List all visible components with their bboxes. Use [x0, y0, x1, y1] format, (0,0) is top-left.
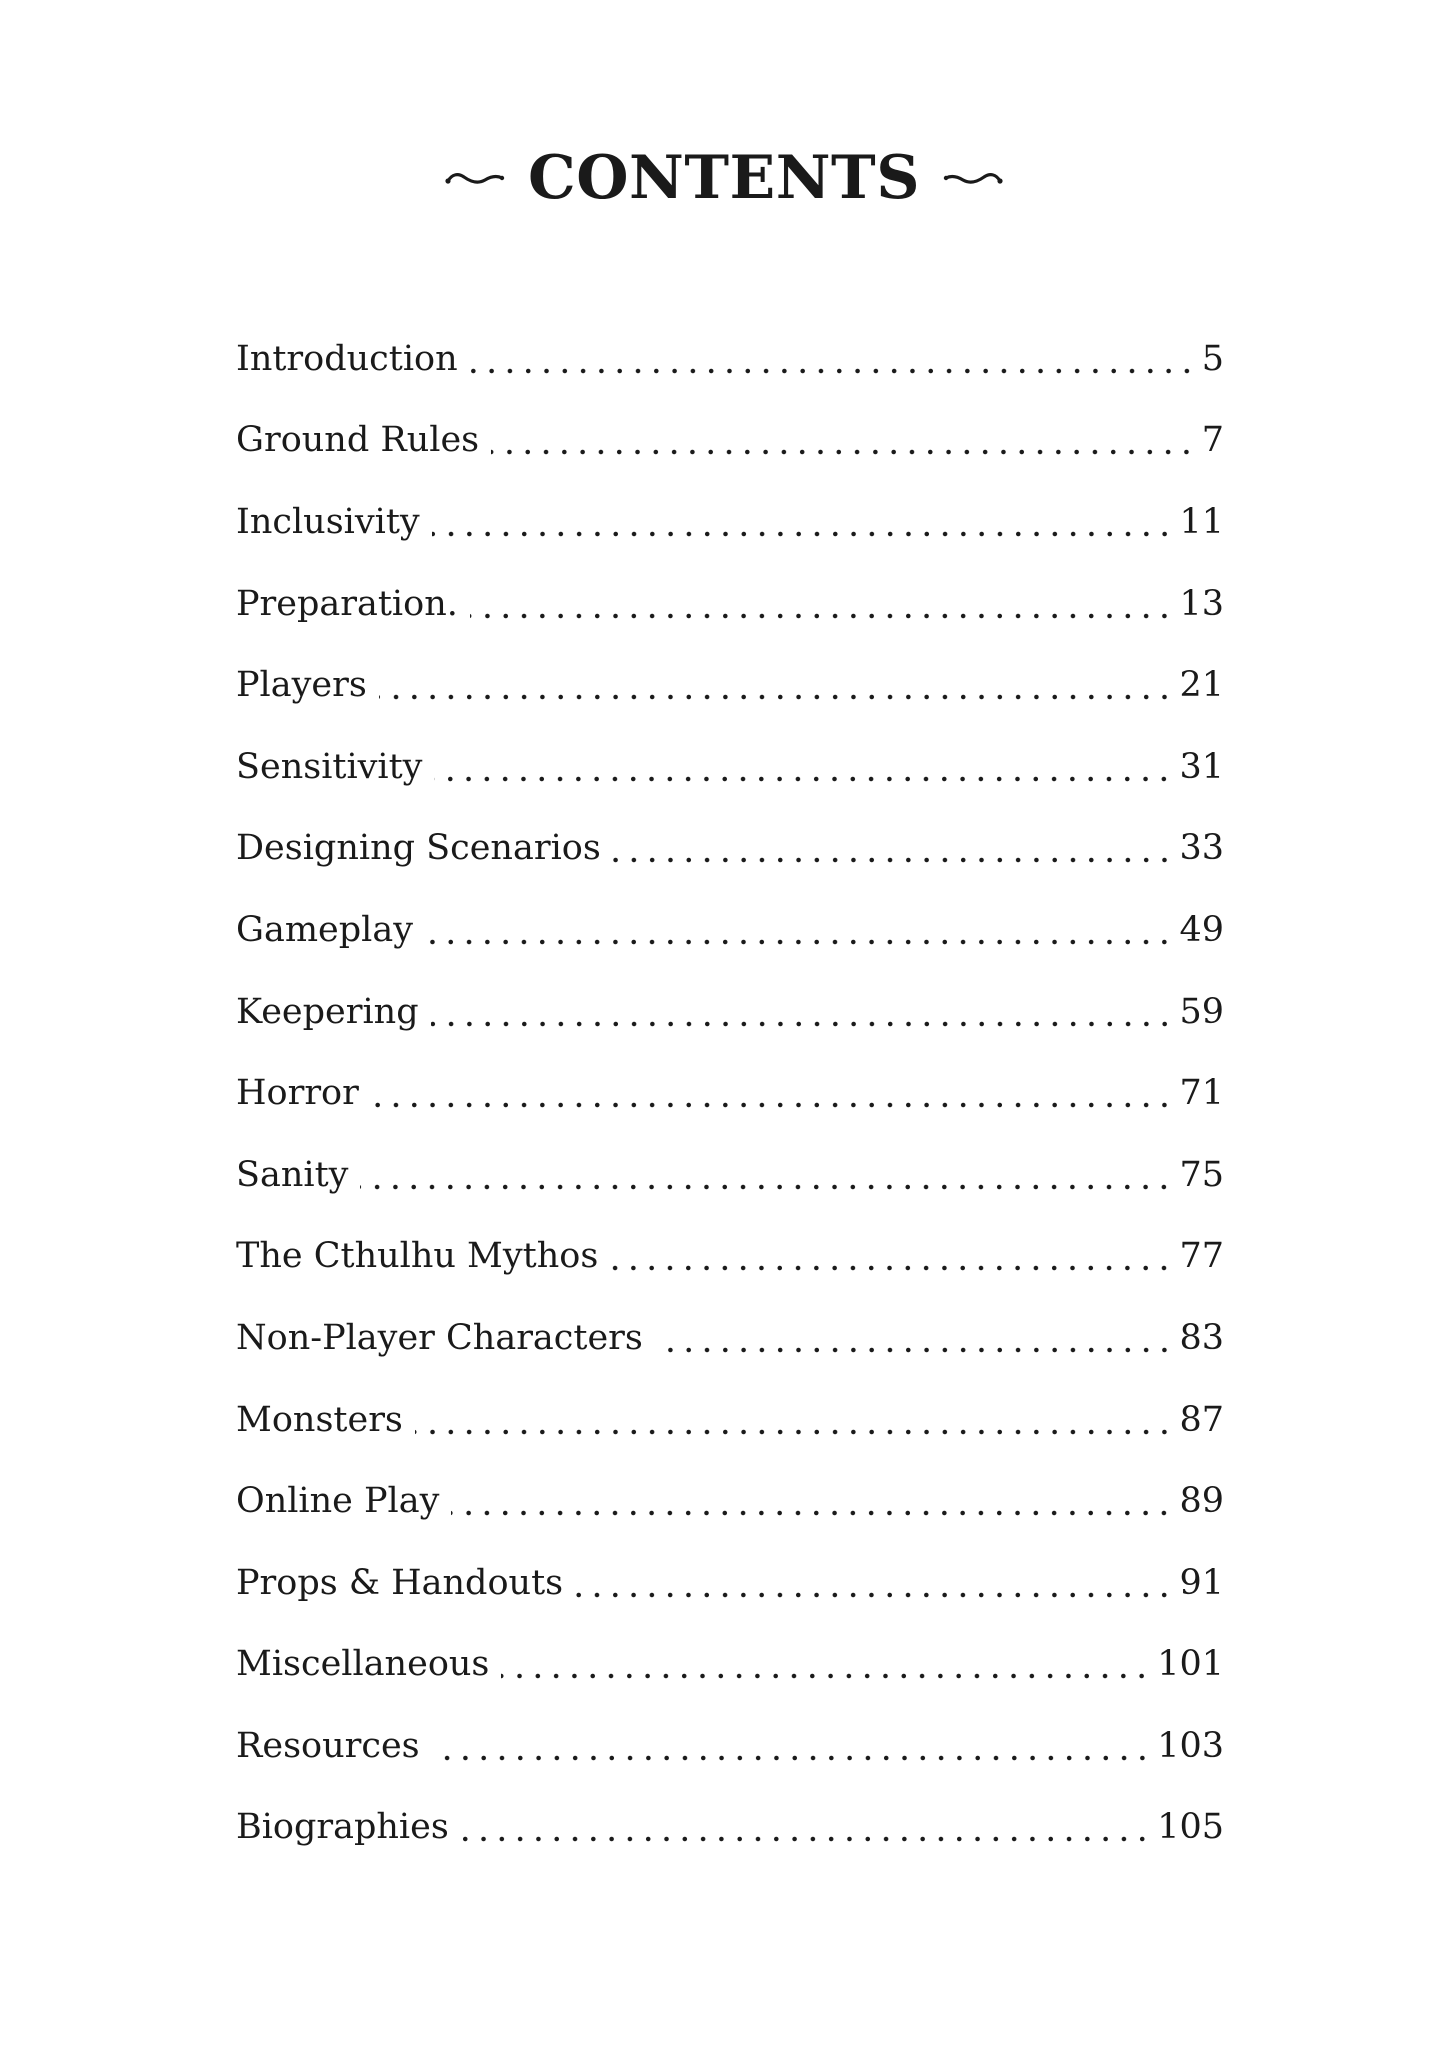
title-row	[0, 138, 1448, 218]
toc-entry-label: Preparation.	[236, 583, 458, 624]
dot-leader	[360, 1183, 1173, 1191]
page-title: CONTENTS	[527, 143, 921, 213]
toc-entry-label: Sensitivity	[236, 746, 423, 787]
toc-entry-keepering[interactable]	[236, 971, 1224, 1053]
toc-entry-inclusivity[interactable]	[236, 481, 1224, 563]
dot-leader	[431, 1020, 1174, 1028]
toc-entry-resources[interactable]	[236, 1705, 1224, 1787]
toc-entry-page: 91	[1179, 1562, 1224, 1603]
dot-leader	[575, 1591, 1173, 1599]
toc-entry-ground-rules[interactable]	[236, 400, 1224, 482]
toc-entry-the-cthulhu-mythos[interactable]	[236, 1216, 1224, 1298]
dot-leader	[425, 938, 1173, 946]
dot-leader	[434, 775, 1173, 783]
dot-leader	[432, 1754, 1152, 1762]
toc-entry-page: 21	[1179, 665, 1224, 706]
toc-entry-label: Miscellaneous	[236, 1644, 490, 1685]
dot-leader	[613, 856, 1174, 864]
toc-entry-page: 105	[1157, 1807, 1224, 1848]
toc-entry-designing-scenarios[interactable]	[236, 808, 1224, 890]
toc-entry-label: Monsters	[236, 1399, 403, 1440]
toc-entry-preparation[interactable]	[236, 563, 1224, 645]
toc-entry-label: Keepering	[236, 991, 419, 1032]
dot-leader	[432, 530, 1174, 538]
toc-entry-label: The Cthulhu Mythos	[236, 1236, 599, 1277]
toc-entry-label: Inclusivity	[236, 501, 420, 542]
toc-entry-label: Ground Rules	[236, 420, 480, 461]
toc-entry-page: 83	[1179, 1317, 1224, 1358]
toc-entry-horror[interactable]	[236, 1052, 1224, 1134]
toc-entry-sanity[interactable]	[236, 1134, 1224, 1216]
toc-entry-introduction[interactable]	[236, 318, 1224, 400]
toc-entry-miscellaneous[interactable]	[236, 1624, 1224, 1706]
toc-entry-page: 11	[1179, 501, 1224, 542]
dot-leader	[470, 612, 1174, 620]
toc-entry-label: Introduction	[236, 338, 458, 379]
toc-entry-label: Resources	[236, 1725, 420, 1766]
toc-entry-online-play[interactable]	[236, 1460, 1224, 1542]
dot-leader	[491, 448, 1196, 456]
toc-entry-page: 87	[1179, 1399, 1224, 1440]
toc-entry-page: 77	[1179, 1236, 1224, 1277]
toc-entry-label: Biographies	[236, 1807, 449, 1848]
toc-entry-biographies[interactable]	[236, 1787, 1224, 1869]
toc-entry-label: Horror	[236, 1073, 359, 1114]
toc-entry-page: 5	[1201, 338, 1224, 379]
dot-leader	[655, 1346, 1174, 1354]
toc-entry-page: 7	[1201, 420, 1224, 461]
dot-leader	[501, 1672, 1151, 1680]
toc-entry-page: 13	[1179, 583, 1224, 624]
right-swash-ornament	[942, 165, 1004, 191]
dot-leader	[379, 693, 1174, 701]
toc-entry-label: Online Play	[236, 1481, 440, 1522]
dot-leader	[461, 1835, 1151, 1843]
toc-entry-page: 101	[1157, 1644, 1224, 1685]
dot-leader	[371, 1101, 1174, 1109]
toc-entry-sensitivity[interactable]	[236, 726, 1224, 808]
toc-entry-page: 103	[1157, 1725, 1224, 1766]
toc-entry-page: 89	[1179, 1481, 1224, 1522]
toc-entry-page: 59	[1179, 991, 1224, 1032]
toc-entry-page: 71	[1179, 1073, 1224, 1114]
dot-leader	[415, 1428, 1174, 1436]
toc-entry-label: Props & Handouts	[236, 1562, 564, 1603]
dot-leader	[451, 1509, 1173, 1517]
dot-leader	[470, 367, 1196, 375]
toc-entry-label: Players	[236, 665, 367, 706]
toc-entry-gameplay[interactable]	[236, 889, 1224, 971]
toc-entry-props-handouts[interactable]	[236, 1542, 1224, 1624]
toc-entry-page: 75	[1179, 1154, 1224, 1195]
dot-leader	[610, 1264, 1173, 1272]
table-of-contents	[236, 318, 1224, 1868]
toc-entry-label: Gameplay	[236, 909, 413, 950]
toc-entry-label: Designing Scenarios	[236, 828, 601, 869]
toc-entry-label: Sanity	[236, 1154, 349, 1195]
toc-entry-non-player-characters[interactable]	[236, 1297, 1224, 1379]
toc-entry-monsters[interactable]	[236, 1379, 1224, 1461]
toc-entry-page: 49	[1179, 909, 1224, 950]
left-swash-ornament	[444, 165, 506, 191]
toc-entry-players[interactable]	[236, 644, 1224, 726]
toc-entry-page: 31	[1179, 746, 1224, 787]
toc-entry-label: Non-Player Characters	[236, 1317, 643, 1358]
toc-entry-page: 33	[1179, 828, 1224, 869]
